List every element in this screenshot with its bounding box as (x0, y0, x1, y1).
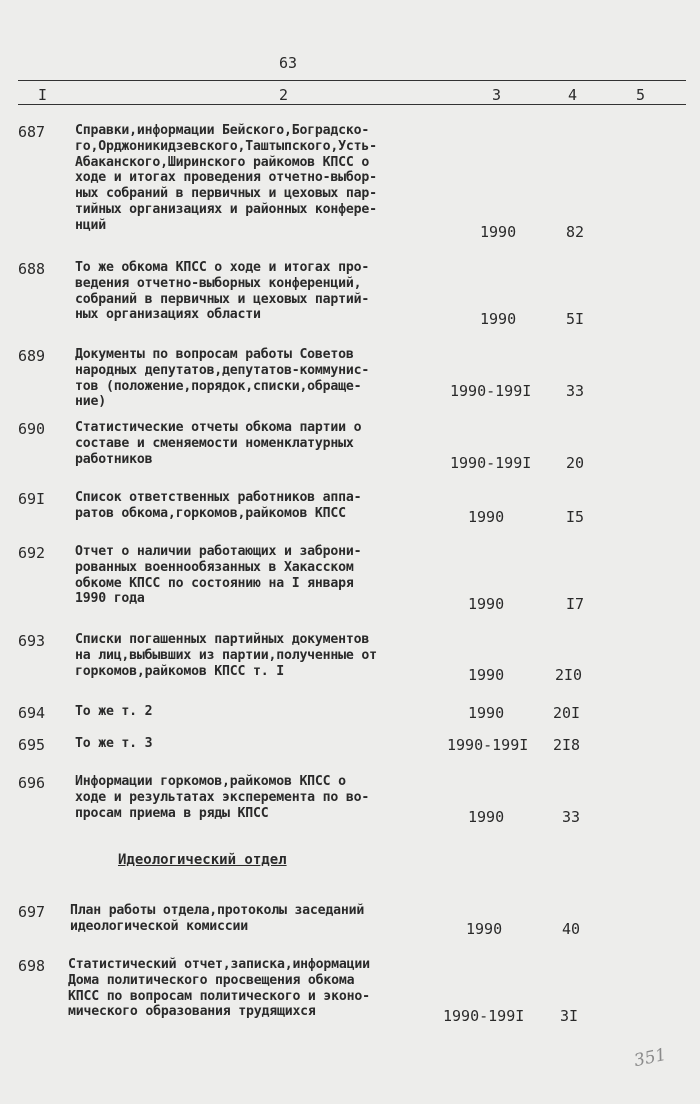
column-header-2: 2 (279, 86, 289, 104)
entry-description: Список ответственных работников аппа- ратов обкома,горкомов,райкомов КПСС (75, 490, 362, 521)
entry-count: I5 (566, 508, 585, 526)
entry-count: 2I8 (553, 736, 581, 754)
entry-description: То же т. 2 (75, 704, 153, 719)
entry-description: Справки,информации Бейского,Боградско- го,Орджоникидзевского,Таштыпского,Усть- Абаканского,Ширинского райкомов КПСС о ходе и итогах проведения отчетно-выбор- ных собраний в первичных и цеховых пар- тийных организациях и районных конфере- нций (75, 123, 377, 233)
entry-description: То же обкома КПСС о ходе и итогах про- ведения отчетно-выборных конференций, собраний в первичных и цеховых партий- ных организациях области (75, 260, 370, 323)
entry-date: 1990-199I (450, 382, 532, 400)
entry-date: 1990-199I (447, 736, 529, 754)
entry-date: 1990 (468, 508, 505, 526)
entry-number: 692 (18, 544, 46, 562)
entry-count: 3I (560, 1007, 579, 1025)
entry-date: 1990-199I (450, 454, 532, 472)
column-header-1: I (38, 86, 48, 104)
handwritten-page-note: 351 (632, 1044, 669, 1072)
entry-number: 696 (18, 774, 46, 792)
section-title: Идеологический отдел (118, 852, 287, 868)
entry-number: 687 (18, 123, 46, 141)
entry-description: Отчет о наличии работающих и заброни- рованных военнообязанных в Хакасском обкоме КПСС по состоянию на I января 1990 года (75, 544, 362, 607)
column-header-5: 5 (636, 86, 646, 104)
entry-number: 690 (18, 420, 46, 438)
entry-date: 1990 (466, 920, 503, 938)
entry-description: То же т. 3 (75, 736, 153, 751)
entry-description: Списки погашенных партийных документов на лиц,выбывших из партии,полученные от горкомов,райкомов КПСС т. I (75, 632, 377, 679)
entry-number: 689 (18, 347, 46, 365)
entry-date: 1990 (468, 808, 505, 826)
entry-description: Статистические отчеты обкома партии о составе и сменяемости номенклатурных работников (75, 420, 362, 467)
entry-count: 33 (566, 382, 585, 400)
entry-date: 1990-199I (443, 1007, 525, 1025)
entry-count: 20 (566, 454, 585, 472)
column-header-3: 3 (492, 86, 502, 104)
entry-description: Статистический отчет,записка,информации Дома политического просвещения обкома КПСС по вопросам политического и эконо- мического образования трудящихся (68, 957, 370, 1020)
entry-count: 82 (566, 223, 585, 241)
entry-count: 2I0 (555, 666, 583, 684)
entry-count: I7 (566, 595, 585, 613)
entry-description: План работы отдела,протоколы заседаний идеологической комиссии (70, 903, 365, 934)
page-number: 63 (279, 54, 298, 72)
entry-number: 69I (18, 490, 46, 508)
header-rule-bottom (18, 104, 686, 105)
entry-number: 694 (18, 704, 46, 722)
entry-number: 698 (18, 957, 46, 975)
header-rule-top (18, 80, 686, 81)
entry-description: Документы по вопросам работы Советов народных депутатов,депутатов-коммунис- тов (положение,порядок,списки,обраще- ние) (75, 347, 370, 410)
column-header-4: 4 (568, 86, 578, 104)
entry-number: 695 (18, 736, 46, 754)
entry-description: Информации горкомов,райкомов КПСС о ходе и результатах эксперемента по во- просам приема в ряды КПСС (75, 774, 370, 821)
entry-count: 20I (553, 704, 581, 722)
entry-date: 1990 (480, 310, 517, 328)
entry-date: 1990 (468, 666, 505, 684)
entry-count: 33 (562, 808, 581, 826)
entry-number: 693 (18, 632, 46, 650)
entry-number: 697 (18, 903, 46, 921)
entry-count: 5I (566, 310, 585, 328)
entry-date: 1990 (480, 223, 517, 241)
entry-count: 40 (562, 920, 581, 938)
entry-date: 1990 (468, 704, 505, 722)
entry-number: 688 (18, 260, 46, 278)
entry-date: 1990 (468, 595, 505, 613)
